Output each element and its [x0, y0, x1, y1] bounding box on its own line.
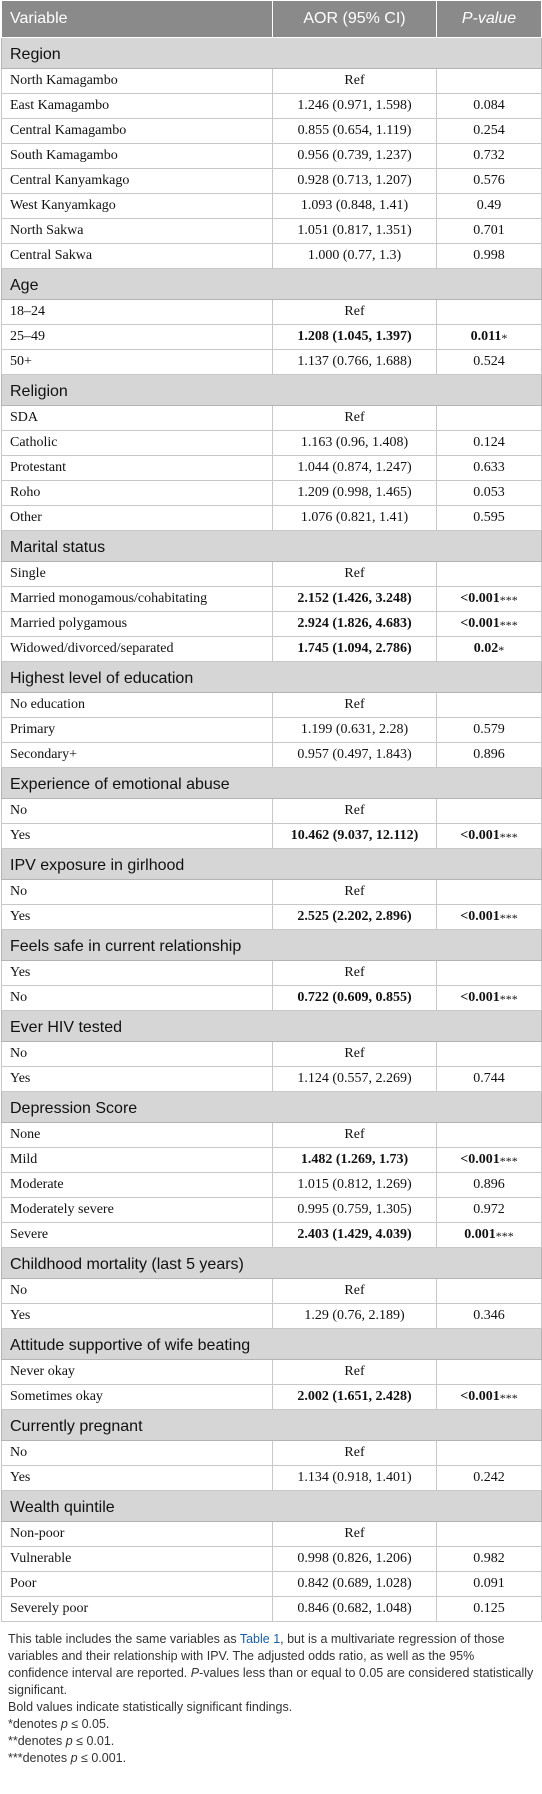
section-row [2, 1329, 542, 1360]
pvalue-text: 0.701 [473, 223, 505, 238]
row-aor: Ref [273, 1360, 437, 1385]
row-aor: 1.051 (0.817, 1.351) [273, 219, 437, 244]
row-label: No [2, 1441, 273, 1466]
section-title: Childhood mortality (last 5 years) [2, 1248, 542, 1279]
table-row [2, 350, 542, 375]
pvalue-text: 0.001 [464, 1227, 496, 1242]
pvalue-text: 0.49 [476, 198, 502, 213]
row-pvalue [437, 1173, 542, 1198]
row-label: Yes [2, 1466, 273, 1491]
table-row [2, 481, 542, 506]
section-title: Experience of emotional abuse [2, 768, 542, 799]
table-row [2, 1279, 542, 1304]
row-pvalue [437, 799, 542, 824]
row-aor: 2.403 (1.429, 4.039) [273, 1223, 437, 1248]
pvalue-text: 0.595 [473, 510, 505, 525]
row-pvalue [437, 1279, 542, 1304]
table-row [2, 986, 542, 1011]
section-row [2, 849, 542, 880]
table-row [2, 961, 542, 986]
row-label: Single [2, 562, 273, 587]
row-label: Severe [2, 1223, 273, 1248]
row-pvalue [437, 743, 542, 768]
section-title: Highest level of education [2, 662, 542, 693]
significance-stars: *** [499, 618, 518, 632]
row-aor: 1.015 (0.812, 1.269) [273, 1173, 437, 1198]
significance-stars: *** [499, 1391, 518, 1405]
header-aor: AOR (95% CI) [273, 1, 437, 38]
table-row [2, 1223, 542, 1248]
table-row [2, 1441, 542, 1466]
row-pvalue [437, 1547, 542, 1572]
row-label: Central Kamagambo [2, 119, 273, 144]
row-pvalue [437, 1148, 542, 1173]
table-row [2, 905, 542, 930]
row-aor: Ref [273, 406, 437, 431]
footnote-stars: *** [8, 1751, 23, 1765]
footnote-text: , but is a multivariate regression of those variables and their relationship with IPV. The adjusted odds ratio, as well as the 95% confidence interval are reported. [8, 1632, 505, 1680]
row-label: Married monogamous/cohabitating [2, 587, 273, 612]
header-pvalue-text: P-value [461, 10, 517, 27]
row-aor: 1.076 (0.821, 1.41) [273, 506, 437, 531]
footnote-text: -values less than or equal to 0.05 are considered statistically significant. [8, 1666, 534, 1697]
row-aor: 1.482 (1.269, 1.73) [273, 1148, 437, 1173]
table-row [2, 693, 542, 718]
row-aor: 2.525 (2.202, 2.896) [273, 905, 437, 930]
table-row [2, 1304, 542, 1329]
section-row [2, 375, 542, 406]
pvalue-text: 0.091 [473, 1576, 505, 1591]
row-aor: Ref [273, 1522, 437, 1547]
row-pvalue [437, 506, 542, 531]
row-label: No education [2, 693, 273, 718]
row-aor: Ref [273, 1042, 437, 1067]
row-pvalue [437, 481, 542, 506]
row-aor: Ref [273, 799, 437, 824]
section-row [2, 531, 542, 562]
footnote-text: p [65, 1734, 73, 1748]
table-row [2, 1067, 542, 1092]
significance-stars: *** [499, 593, 518, 607]
row-aor: 0.722 (0.609, 0.855) [273, 986, 437, 1011]
row-label: South Kamagambo [2, 144, 273, 169]
table-row [2, 1148, 542, 1173]
row-pvalue [437, 1042, 542, 1067]
section-title: Religion [2, 375, 542, 406]
table-row [2, 1597, 542, 1622]
section-title: Feels safe in current relationship [2, 930, 542, 961]
footnote-sig-1 [8, 1716, 534, 1733]
table-row [2, 144, 542, 169]
row-pvalue [437, 1198, 542, 1223]
row-pvalue [437, 325, 542, 350]
row-label: Roho [2, 481, 273, 506]
table-row [2, 219, 542, 244]
row-label: Yes [2, 961, 273, 986]
pvalue-text: <0.001 [460, 616, 500, 631]
row-aor: Ref [273, 562, 437, 587]
section-row [2, 930, 542, 961]
significance-stars: * [498, 643, 505, 657]
pvalue-text: 0.524 [473, 354, 505, 369]
row-pvalue [437, 1360, 542, 1385]
footnote-text: denotes [12, 1717, 61, 1731]
row-aor: 2.924 (1.826, 4.683) [273, 612, 437, 637]
row-label: Moderate [2, 1173, 273, 1198]
row-aor: 0.846 (0.682, 1.048) [273, 1597, 437, 1622]
section-title: IPV exposure in girlhood [2, 849, 542, 880]
row-aor: 1.044 (0.874, 1.247) [273, 456, 437, 481]
row-label: 25–49 [2, 325, 273, 350]
row-aor: 1.093 (0.848, 1.41) [273, 194, 437, 219]
pvalue-text: <0.001 [460, 1389, 500, 1404]
row-pvalue [437, 718, 542, 743]
footnote-text: ≤ 0.001. [77, 1751, 127, 1765]
row-pvalue [437, 1123, 542, 1148]
row-label: No [2, 1042, 273, 1067]
pvalue-text: 0.982 [473, 1551, 505, 1566]
table-row [2, 1522, 542, 1547]
table-row [2, 1572, 542, 1597]
pvalue-text: 0.732 [473, 148, 505, 163]
pvalue-text: 0.125 [473, 1601, 505, 1616]
row-label: North Sakwa [2, 219, 273, 244]
pvalue-text: <0.001 [460, 1152, 500, 1167]
row-label: No [2, 986, 273, 1011]
row-pvalue [437, 637, 542, 662]
section-title: Age [2, 269, 542, 300]
row-label: Severely poor [2, 1597, 273, 1622]
footnote-text: P [190, 1666, 200, 1680]
pvalue-text: 0.124 [473, 435, 505, 450]
section-row [2, 38, 542, 69]
pvalue-text: 0.896 [473, 1177, 505, 1192]
row-aor: 1.246 (0.971, 1.598) [273, 94, 437, 119]
section-title: Currently pregnant [2, 1410, 542, 1441]
pvalue-text: 0.242 [473, 1470, 505, 1485]
row-aor: Ref [273, 1123, 437, 1148]
table-row [2, 119, 542, 144]
row-label: SDA [2, 406, 273, 431]
row-aor: 1.137 (0.766, 1.688) [273, 350, 437, 375]
row-label: No [2, 799, 273, 824]
row-label: Central Kanyamkago [2, 169, 273, 194]
row-aor: Ref [273, 300, 437, 325]
row-label: Yes [2, 1067, 273, 1092]
table-row [2, 587, 542, 612]
row-aor: Ref [273, 1441, 437, 1466]
row-label: North Kamagambo [2, 69, 273, 94]
footnote-text: ≤ 0.05. [67, 1717, 110, 1731]
section-row [2, 269, 542, 300]
pvalue-text: <0.001 [460, 591, 500, 606]
section-title: Ever HIV tested [2, 1011, 542, 1042]
footnote-text: ≤ 0.01. [72, 1734, 115, 1748]
row-pvalue [437, 431, 542, 456]
row-label: Yes [2, 905, 273, 930]
row-pvalue [437, 1223, 542, 1248]
pvalue-text: 0.633 [473, 460, 505, 475]
row-pvalue [437, 880, 542, 905]
row-aor: Ref [273, 880, 437, 905]
table-row [2, 824, 542, 849]
table-1-link[interactable]: Table 1 [239, 1632, 281, 1646]
pvalue-text: 0.053 [473, 485, 505, 500]
row-label: Primary [2, 718, 273, 743]
row-pvalue [437, 350, 542, 375]
row-pvalue [437, 456, 542, 481]
table-row [2, 244, 542, 269]
row-pvalue [437, 824, 542, 849]
row-pvalue [437, 1466, 542, 1491]
row-pvalue [437, 1304, 542, 1329]
row-label: Central Sakwa [2, 244, 273, 269]
pvalue-text: 0.896 [473, 747, 505, 762]
row-aor: 1.208 (1.045, 1.397) [273, 325, 437, 350]
row-pvalue [437, 169, 542, 194]
table-row [2, 169, 542, 194]
pvalue-text: <0.001 [460, 990, 500, 1005]
table-row [2, 94, 542, 119]
row-pvalue [437, 194, 542, 219]
row-pvalue [437, 119, 542, 144]
pvalue-text: <0.001 [460, 909, 500, 924]
row-label: Sometimes okay [2, 1385, 273, 1410]
row-aor: Ref [273, 1279, 437, 1304]
pvalue-text: 0.011 [470, 329, 502, 344]
row-aor: 2.152 (1.426, 3.248) [273, 587, 437, 612]
row-aor: 0.928 (0.713, 1.207) [273, 169, 437, 194]
table-row [2, 637, 542, 662]
table-row [2, 799, 542, 824]
row-aor: Ref [273, 961, 437, 986]
row-aor: 1.209 (0.998, 1.465) [273, 481, 437, 506]
row-aor: 1.000 (0.77, 1.3) [273, 244, 437, 269]
section-row [2, 1092, 542, 1123]
row-pvalue [437, 986, 542, 1011]
section-row [2, 662, 542, 693]
row-pvalue [437, 144, 542, 169]
row-label: 18–24 [2, 300, 273, 325]
table-row [2, 194, 542, 219]
row-label: Non-poor [2, 1522, 273, 1547]
table-row [2, 300, 542, 325]
row-label: Widowed/divorced/separated [2, 637, 273, 662]
row-aor: Ref [273, 69, 437, 94]
table-row [2, 69, 542, 94]
row-pvalue [437, 1067, 542, 1092]
table-row [2, 1173, 542, 1198]
footnote-text: This table includes the same variables as [8, 1632, 240, 1646]
row-aor: 0.842 (0.689, 1.028) [273, 1572, 437, 1597]
row-pvalue [437, 693, 542, 718]
row-aor: 0.957 (0.497, 1.843) [273, 743, 437, 768]
section-title: Marital status [2, 531, 542, 562]
table-row [2, 562, 542, 587]
row-aor: 1.134 (0.918, 1.401) [273, 1466, 437, 1491]
table-row [2, 1385, 542, 1410]
row-aor: 1.199 (0.631, 2.28) [273, 718, 437, 743]
table-row [2, 1466, 542, 1491]
row-label: Yes [2, 824, 273, 849]
footnote-description [8, 1631, 534, 1699]
row-label: West Kanyamkago [2, 194, 273, 219]
row-label: No [2, 880, 273, 905]
footnote-text: p [60, 1717, 68, 1731]
table-row [2, 406, 542, 431]
section-row [2, 1410, 542, 1441]
footnote-stars: ** [8, 1734, 18, 1748]
table-row [2, 743, 542, 768]
section-row [2, 1491, 542, 1522]
row-label: Catholic [2, 431, 273, 456]
table-row [2, 718, 542, 743]
section-row [2, 1248, 542, 1279]
row-pvalue [437, 94, 542, 119]
row-label: Yes [2, 1304, 273, 1329]
row-pvalue [437, 406, 542, 431]
row-aor: 0.995 (0.759, 1.305) [273, 1198, 437, 1223]
significance-stars: *** [499, 830, 518, 844]
section-row [2, 1011, 542, 1042]
row-aor: 1.163 (0.96, 1.408) [273, 431, 437, 456]
row-pvalue [437, 69, 542, 94]
row-label: Poor [2, 1572, 273, 1597]
row-label: Never okay [2, 1360, 273, 1385]
table-body [2, 38, 542, 1622]
row-aor: 1.745 (1.094, 2.786) [273, 637, 437, 662]
row-pvalue [437, 300, 542, 325]
row-label: Protestant [2, 456, 273, 481]
row-label: 50+ [2, 350, 273, 375]
row-pvalue [437, 562, 542, 587]
row-pvalue [437, 1385, 542, 1410]
row-label: Vulnerable [2, 1547, 273, 1572]
row-label: Married polygamous [2, 612, 273, 637]
pvalue-text: 0.576 [473, 173, 505, 188]
pvalue-text: 0.254 [473, 123, 505, 138]
row-pvalue [437, 1572, 542, 1597]
row-pvalue [437, 219, 542, 244]
footnote-stars: * [8, 1717, 13, 1731]
row-aor: 1.124 (0.557, 2.269) [273, 1067, 437, 1092]
section-title: Depression Score [2, 1092, 542, 1123]
row-label: None [2, 1123, 273, 1148]
row-aor: 1.29 (0.76, 2.189) [273, 1304, 437, 1329]
row-pvalue [437, 587, 542, 612]
table-row [2, 1360, 542, 1385]
section-title: Wealth quintile [2, 1491, 542, 1522]
row-aor: 2.002 (1.651, 2.428) [273, 1385, 437, 1410]
pvalue-text: 0.084 [473, 98, 505, 113]
table-row [2, 456, 542, 481]
table-row [2, 1042, 542, 1067]
significance-stars: *** [499, 992, 518, 1006]
row-aor: 0.998 (0.826, 1.206) [273, 1547, 437, 1572]
row-pvalue [437, 244, 542, 269]
regression-table [1, 0, 542, 1622]
table-header [2, 1, 542, 38]
row-label: Mild [2, 1148, 273, 1173]
row-aor: 0.855 (0.654, 1.119) [273, 119, 437, 144]
pvalue-text: 0.972 [473, 1202, 505, 1217]
table-row [2, 325, 542, 350]
table-row [2, 612, 542, 637]
table-row [2, 1198, 542, 1223]
significance-stars: *** [495, 1229, 514, 1243]
pvalue-text: <0.001 [460, 828, 500, 843]
row-aor: 10.462 (9.037, 12.112) [273, 824, 437, 849]
table-row [2, 506, 542, 531]
row-pvalue [437, 961, 542, 986]
row-label: No [2, 1279, 273, 1304]
row-pvalue [437, 1441, 542, 1466]
footnote-text: denotes [22, 1751, 71, 1765]
row-pvalue [437, 612, 542, 637]
header-variable: Variable [2, 1, 273, 38]
row-label: Secondary+ [2, 743, 273, 768]
row-pvalue [437, 905, 542, 930]
header-pvalue [437, 1, 542, 38]
table-row [2, 1123, 542, 1148]
significance-stars: *** [499, 1154, 518, 1168]
footnote-text: p [70, 1751, 78, 1765]
pvalue-text: 0.02 [473, 641, 499, 656]
section-title: Region [2, 38, 542, 69]
section-row [2, 768, 542, 799]
table-row [2, 431, 542, 456]
row-label: Other [2, 506, 273, 531]
significance-stars: * [501, 331, 508, 345]
pvalue-text: 0.346 [473, 1308, 505, 1323]
footnote-sig-2 [8, 1733, 534, 1750]
table-row [2, 1547, 542, 1572]
table-row [2, 880, 542, 905]
row-pvalue [437, 1522, 542, 1547]
pvalue-text: 0.998 [473, 248, 505, 263]
footnote-sig-3 [8, 1750, 534, 1767]
row-aor: 0.956 (0.739, 1.237) [273, 144, 437, 169]
table-footnotes [0, 1622, 542, 1767]
row-pvalue [437, 1597, 542, 1622]
row-label: Moderately severe [2, 1198, 273, 1223]
row-label: East Kamagambo [2, 94, 273, 119]
pvalue-text: 0.744 [473, 1071, 505, 1086]
row-aor: Ref [273, 693, 437, 718]
section-title: Attitude supportive of wife beating [2, 1329, 542, 1360]
footnote-text: denotes [17, 1734, 66, 1748]
pvalue-text: 0.579 [473, 722, 505, 737]
footnote-bold-note: Bold values indicate statistically significant findings. [8, 1700, 293, 1714]
significance-stars: *** [499, 911, 518, 925]
